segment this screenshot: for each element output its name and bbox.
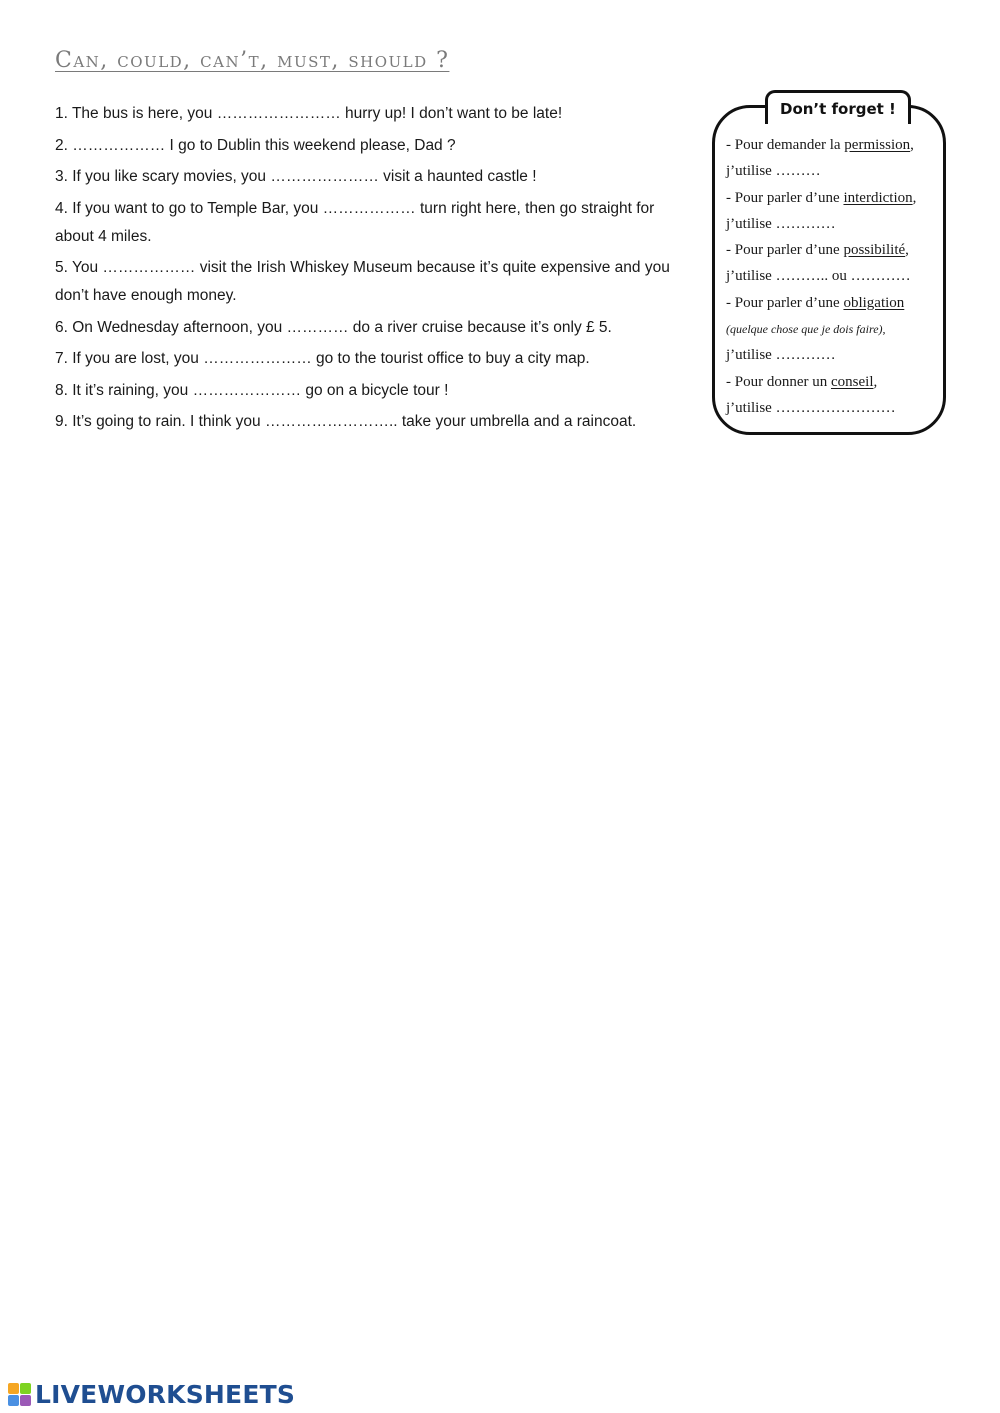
logo-icon	[8, 1383, 31, 1406]
reminder-suffix: ,	[912, 189, 917, 206]
exercise-item: 5. You ……………… visit the Irish Whiskey Museum because it’s quite expensive and you don’t have enough money.	[55, 259, 670, 304]
logo-square	[8, 1383, 19, 1394]
reminder-keyword: obligation	[843, 294, 905, 311]
exercise-list	[55, 100, 695, 440]
reminder-item-conseil	[726, 369, 938, 395]
exercise-item: 9. It’s going to rain. I think you …………………….. take your umbrella and a raincoat.	[55, 413, 637, 430]
logo-text: LIVEWORKSHEETS	[35, 1380, 296, 1409]
reminder-keyword: interdiction	[843, 189, 913, 206]
exercise-item: 3. If you like scary movies, you ………………… visit a haunted castle !	[55, 168, 537, 185]
reminder-suffix: ,	[905, 242, 909, 259]
reminder-item-obligation	[726, 290, 938, 316]
exercise-item: 1. The bus is here, you …………………… hurry up! I don’t want to be late!	[55, 105, 563, 122]
reminder-item-possibilite	[726, 237, 938, 263]
reminder-prefix: - Pour parler d’une	[726, 189, 844, 206]
reminder-prefix: - Pour parler d’une	[726, 294, 844, 311]
reminder-answer: j’utilise …………	[726, 347, 836, 364]
exercise-item: 7. If you are lost, you ………………… go to the tourist office to buy a city map.	[55, 350, 590, 367]
reminder-answer: j’utilise …………	[726, 215, 836, 232]
reminder-answer: j’utilise ……………………	[726, 399, 896, 416]
logo-square	[8, 1395, 19, 1406]
worksheet-title: Can, could, can’t, must, should ?	[55, 48, 450, 73]
reminder-prefix: - Pour demander la	[726, 137, 845, 153]
reminder-heading: Don’t forget !	[765, 90, 911, 124]
reminder-note: (quelque chose que je dois faire),	[726, 322, 886, 337]
reminder-keyword: conseil	[831, 373, 874, 390]
reminder-keyword: permission	[844, 137, 911, 153]
exercise-item: 2. ……………… I go to Dublin this weekend please, Dad ?	[55, 136, 456, 154]
reminder-suffix: ,	[873, 373, 878, 390]
reminder-answer: j’utilise ……….. ou …………	[726, 268, 911, 285]
exercise-item: 6. On Wednesday afternoon, you ………… do a river cruise because it’s only £ 5.	[55, 318, 612, 336]
reminder-suffix: ,	[910, 137, 914, 153]
liveworksheets-logo[interactable]	[8, 1380, 295, 1409]
reminder-item-interdiction	[726, 185, 938, 211]
reminder-prefix: - Pour donner un	[726, 373, 831, 390]
reminder-item-permission	[726, 132, 938, 158]
reminder-answer: j’utilise ………	[726, 163, 821, 180]
reminder-keyword: possibilité	[843, 242, 906, 259]
logo-square	[20, 1383, 31, 1394]
reminder-prefix: - Pour parler d’une	[726, 242, 844, 259]
reminder-list	[726, 132, 938, 421]
logo-square	[20, 1395, 31, 1406]
exercise-item: 4. If you want to go to Temple Bar, you ……………… turn right here, then go straight for about 4 miles.	[55, 199, 655, 245]
exercise-item: 8. It it’s raining, you ………………… go on a bicycle tour !	[55, 381, 449, 399]
